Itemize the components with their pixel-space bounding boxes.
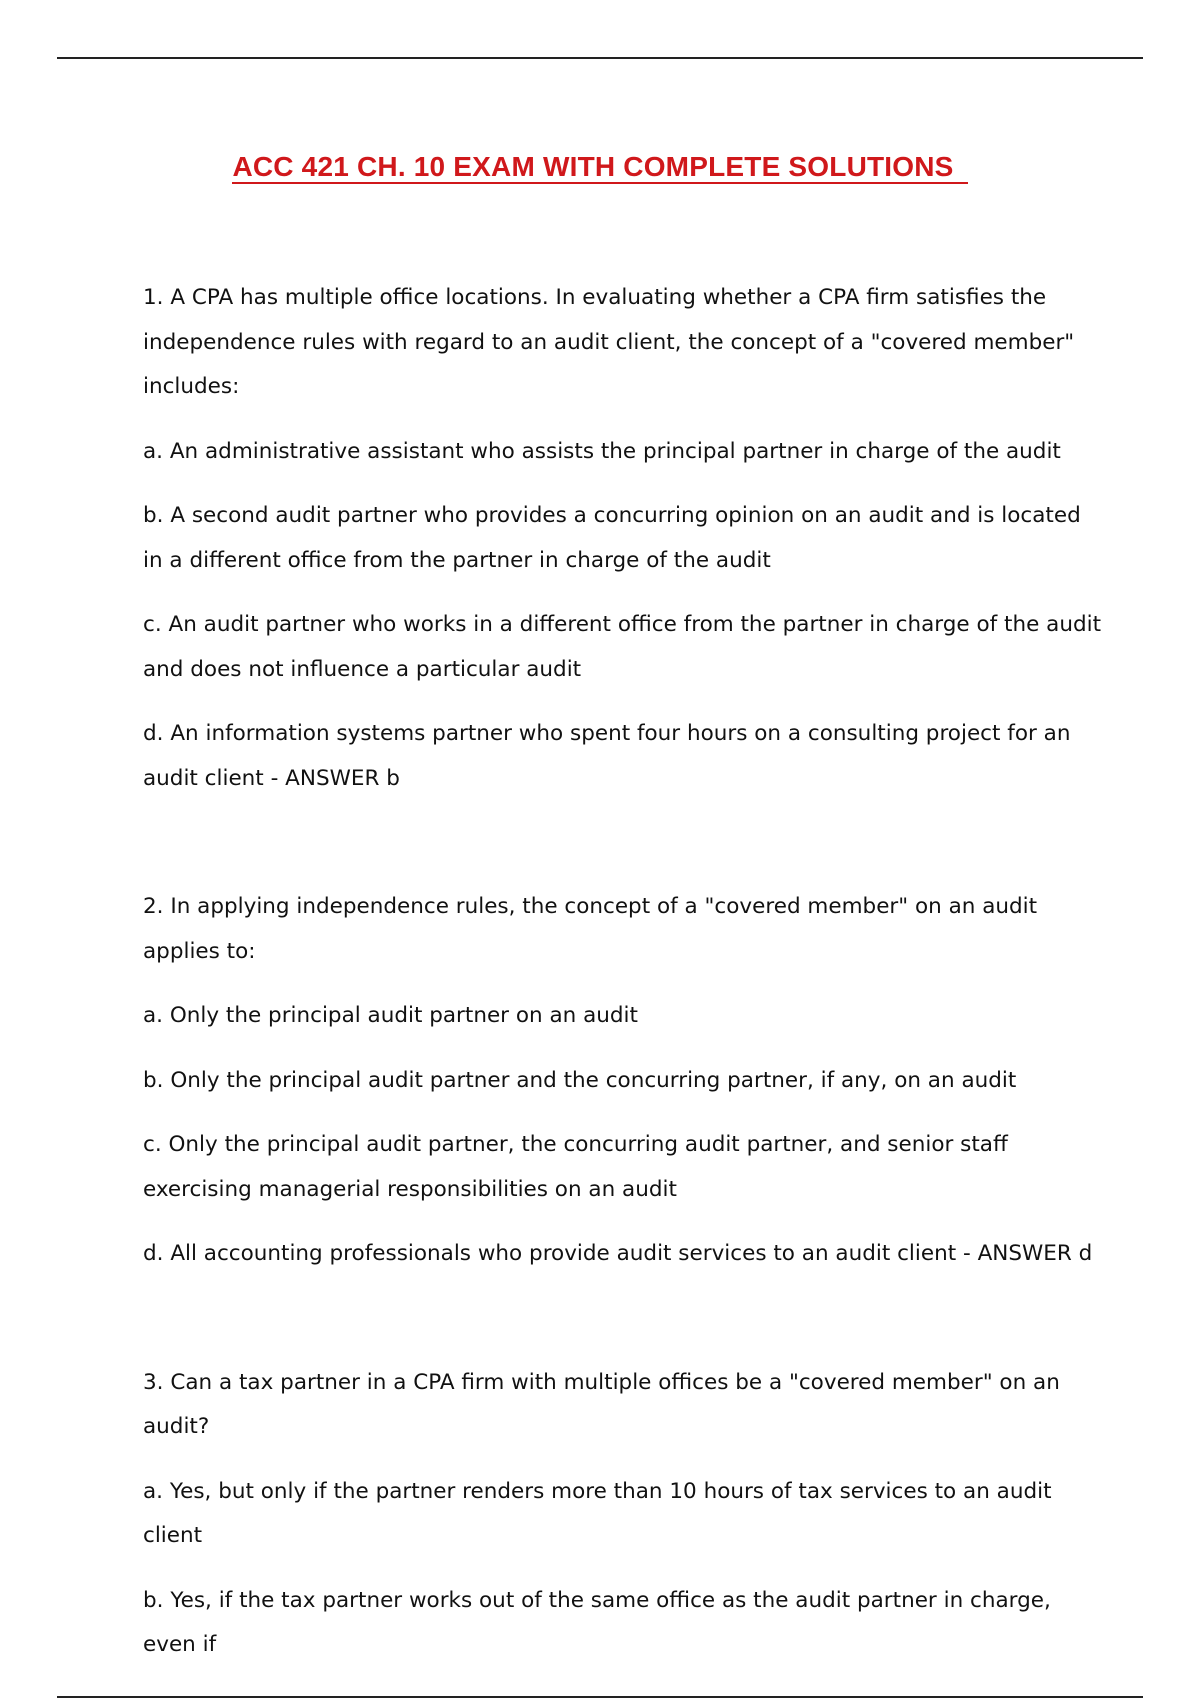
question-3 [143, 1361, 1103, 1668]
answer-option-a: a. Only the principal audit partner on an audit [143, 1003, 638, 1028]
answer-option-c: c. An audit partner who works in a different office from the partner in charge of the audit and does not influence a particular audit [143, 612, 1101, 682]
answer-option-d: d. All accounting professionals who provide audit services to an audit client - ANSWER d [143, 1241, 1093, 1266]
document-title [0, 146, 1200, 184]
answer-option-a: a. An administrative assistant who assists the principal partner in charge of the audit [143, 438, 1061, 464]
answer-option-a: a. Yes, but only if the partner renders more than 10 hours of tax services to an audit client [143, 1478, 1052, 1548]
question-2 [143, 885, 1103, 1277]
document-title-text: ACC 421 CH. 10 EXAM WITH COMPLETE SOLUTIONS [232, 151, 967, 184]
answer-option-b: b. Only the principal audit partner and the concurring partner, if any, on an audit [143, 1067, 1017, 1093]
exam-content [143, 276, 1103, 1668]
answer-option-b: b. A second audit partner who provides a concurring opinion on an audit and is located in a different office from the partner in charge of the audit [143, 503, 1081, 573]
footer-rule [57, 1696, 1143, 1698]
answer-option-b: b. Yes, if the tax partner works out of the same office as the audit partner in charge, even if [143, 1587, 1051, 1657]
answer-option-d: d. An information systems partner who spent four hours on a consulting project for an audit client - ANSWER b [143, 721, 1071, 791]
answer-option-c: c. Only the principal audit partner, the concurring audit partner, and senior staff exercising managerial responsibilities on an audit [143, 1132, 1008, 1202]
header-rule [57, 57, 1143, 59]
question-stem: 2. In applying independence rules, the concept of a "covered member" on an audit applies to: [143, 894, 1038, 964]
question-stem: 3. Can a tax partner in a CPA firm with multiple offices be a "covered member" on an audit? [143, 1369, 1060, 1439]
question-stem: 1. A CPA has multiple office locations. In evaluating whether a CPA firm satisfies the independence rules with regard to an audit client, the concept of a "covered member" includes: [143, 285, 1075, 399]
question-1 [143, 276, 1103, 801]
